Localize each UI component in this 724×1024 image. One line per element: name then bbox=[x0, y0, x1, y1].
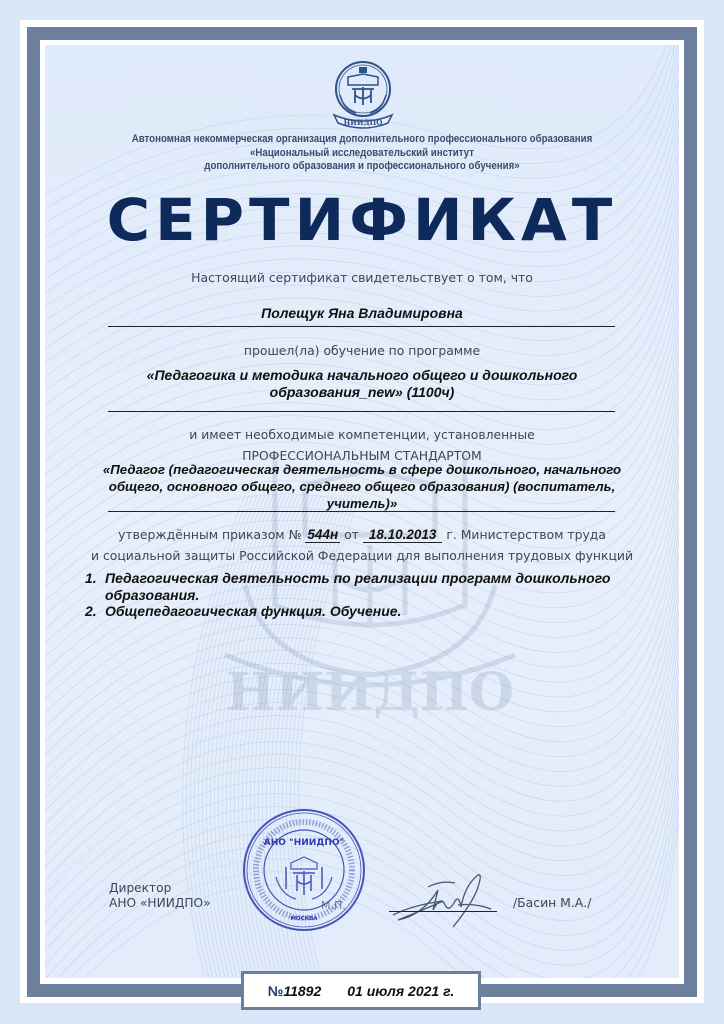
director-position: Директор bbox=[109, 881, 172, 895]
svg-text:МОСКВА: МОСКВА bbox=[290, 916, 318, 922]
order-date: 18.10.2013 bbox=[363, 527, 443, 543]
signature-line bbox=[389, 911, 497, 912]
order-line bbox=[45, 527, 679, 543]
number-sign: № bbox=[267, 982, 284, 999]
labor-function-item bbox=[85, 570, 645, 603]
intro-text: Настоящий сертификат свидетельствует о том, что bbox=[191, 270, 533, 285]
number-value: 11892 bbox=[283, 982, 322, 999]
certificate-number-box bbox=[241, 971, 481, 1010]
item-text-line: Педагогическая деятельность по реализации программ дошкольного bbox=[105, 570, 611, 586]
item-number: 2. bbox=[85, 603, 97, 619]
program-underline bbox=[108, 411, 615, 412]
standard-name-line: «Педагог (педагогическая деятельность в сфере дошкольного, начального bbox=[102, 462, 622, 477]
order-prefix: утверждённым приказом № bbox=[118, 527, 302, 542]
order-from: от bbox=[344, 527, 359, 542]
program-name-line: «Педагогика и методика начального общего и дошкольного bbox=[146, 367, 578, 383]
item-number: 1. bbox=[85, 570, 97, 586]
org-line: «Национальный исследовательский институт bbox=[249, 146, 475, 159]
standard-name-line: учитель)» bbox=[326, 496, 398, 511]
institute-logo-icon bbox=[328, 55, 398, 135]
order-suffix: г. Министерством труда bbox=[446, 527, 606, 542]
official-stamp-icon bbox=[241, 807, 367, 933]
item-text-line: образования. bbox=[105, 586, 200, 603]
stamp-place-mark: М.П. bbox=[321, 899, 346, 912]
certificate-number bbox=[268, 983, 322, 999]
director-signature-icon bbox=[383, 865, 503, 935]
item-text-line: Общепедагогическая функция. Обучение. bbox=[105, 603, 402, 619]
standard-underline bbox=[108, 511, 615, 512]
labor-function-item bbox=[85, 603, 645, 620]
competence-intro: и имеет необходимые компетенции, установленные bbox=[189, 427, 535, 442]
standard-label: ПРОФЕССИОНАЛЬНЫМ СТАНДАРТОМ bbox=[242, 448, 482, 463]
order-line-2: и социальной защиты Российской Федерации для выполнения трудовых функций bbox=[90, 548, 634, 563]
organization-name bbox=[89, 133, 634, 174]
standard-name-line: общего, основного общего, среднего общего образования) (воспитатель, bbox=[108, 479, 616, 494]
svg-text:АНО "НИИДПО": АНО "НИИДПО" bbox=[263, 838, 345, 848]
svg-text:НИИДПО: НИИДПО bbox=[225, 662, 515, 723]
recipient-name: Полещук Яна Владимировна bbox=[261, 305, 463, 321]
director-name: /Басин М.А./ bbox=[513, 895, 592, 910]
org-line: Автономная некоммерческая организация дополнительного профессионального образования bbox=[131, 133, 593, 145]
director-title bbox=[109, 881, 211, 911]
certificate-paper bbox=[45, 45, 679, 978]
recipient-underline bbox=[108, 326, 615, 327]
director-org: АНО «НИИДПО» bbox=[109, 896, 211, 910]
org-line: дополнительного образования и профессионального обучения» bbox=[204, 160, 520, 172]
labor-functions-list bbox=[85, 570, 645, 620]
program-intro: прошел(ла) обучение по программе bbox=[243, 343, 481, 358]
certificate-title: СЕРТИФИКАТ bbox=[106, 186, 618, 254]
program-name-line: образования_new» (1100ч) bbox=[269, 384, 455, 400]
svg-text:НИИДПО: НИИДПО bbox=[343, 118, 383, 127]
certificate-date: 01 июля 2021 г. bbox=[347, 982, 455, 999]
order-number: 544н bbox=[307, 527, 339, 542]
